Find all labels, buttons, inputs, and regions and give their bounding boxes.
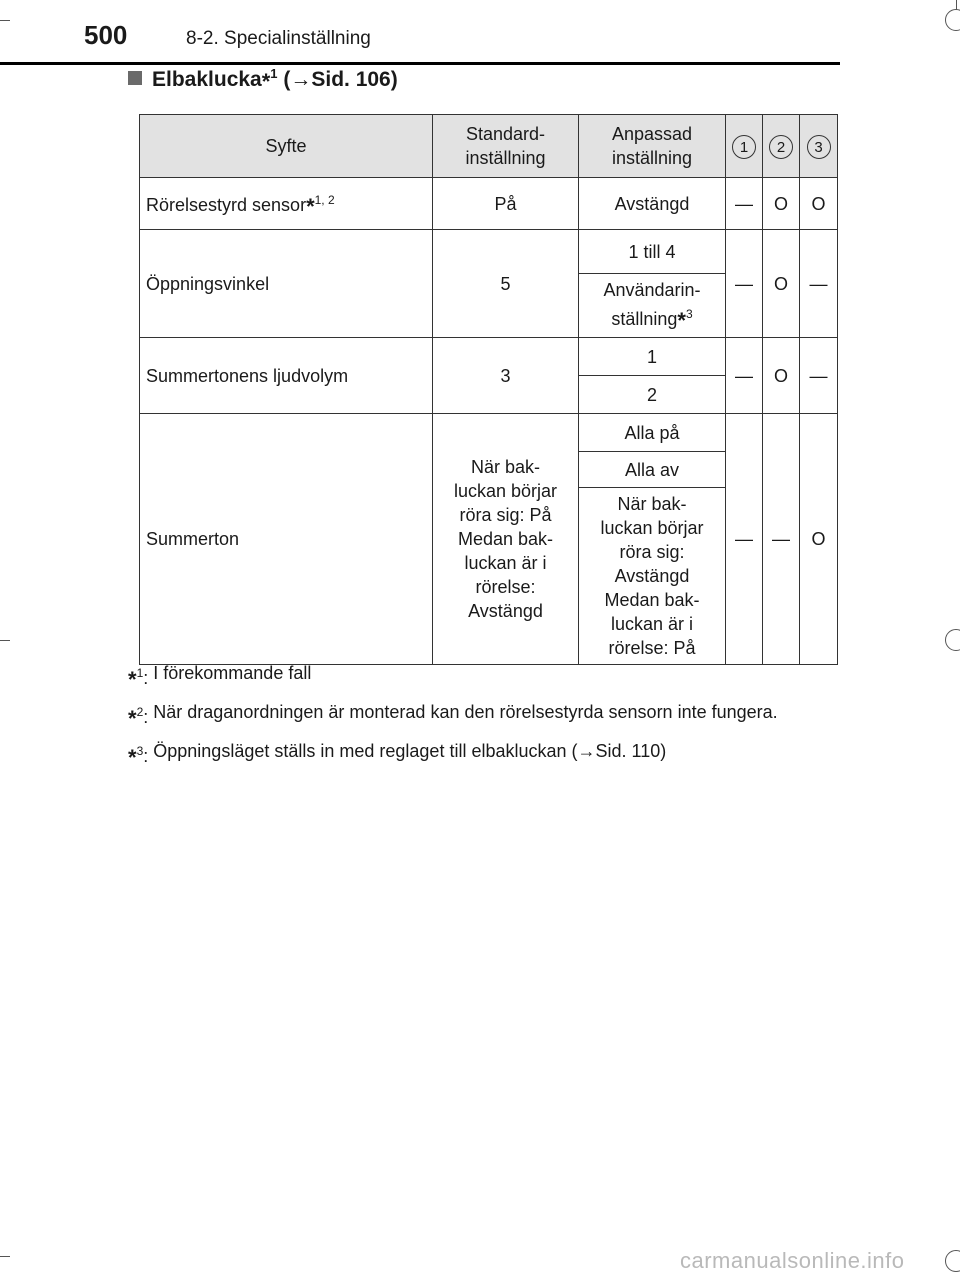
row-standard-text: När bak- luckan börjar röra sig: På Medan bak- luckan är i rörelse: Avstängd	[453, 457, 558, 621]
footnote-mark: *$^1$:	[128, 666, 154, 692]
footnote-number: 3	[136, 744, 144, 758]
watermark: carmanualsonline.info	[680, 1248, 905, 1273]
header-col2	[763, 115, 800, 178]
asterisk-mark: *	[128, 745, 137, 770]
table-row	[140, 230, 838, 274]
arrow-icon: →	[290, 68, 312, 91]
section-heading: Elbaklucka*$^1$ (→Sid. 106)	[128, 66, 398, 95]
footnote-number: 1	[136, 666, 144, 680]
row-syfte	[140, 178, 433, 230]
footnote-ref: 3	[685, 307, 693, 321]
crop-mark	[0, 640, 10, 641]
row-anpassad-text: Användarin- ställning	[603, 280, 701, 329]
row-c1: —	[726, 338, 763, 414]
table-row	[140, 338, 838, 376]
footnote-text: I förekommande fall	[153, 663, 312, 683]
header-standard	[433, 115, 579, 178]
header-syfte: Syfte	[140, 115, 433, 178]
header-col3	[800, 115, 838, 178]
table-row	[140, 178, 838, 230]
header-anpassad	[579, 115, 726, 178]
circled-3-icon: 3	[807, 135, 831, 159]
row-anpassad	[579, 488, 726, 665]
footnotes	[128, 660, 830, 777]
row-c1: —	[726, 178, 763, 230]
row-c3: —	[800, 230, 838, 338]
row-anpassad	[579, 274, 726, 338]
asterisk-mark: *	[128, 706, 137, 731]
circled-2-icon: 2	[769, 135, 793, 159]
asterisk-mark: *	[128, 667, 137, 692]
asterisk-mark: *	[261, 69, 271, 94]
footnote-ref: 1, 2	[314, 193, 335, 207]
row-syfte-text: Rörelsestyrd sensor	[146, 195, 307, 215]
circled-1-icon: 1	[732, 135, 756, 159]
registration-mark	[945, 629, 960, 651]
asterisk-mark: *	[677, 308, 686, 333]
heading-footnote-ref: 1	[270, 66, 278, 81]
footnote-text: När draganordningen är monterad kan den rörelsestyrda sensorn inte fungera.	[153, 702, 778, 722]
header-rule	[0, 62, 840, 65]
footnote	[128, 738, 830, 771]
footnote-text: Öppningsläget ställs in med reglaget till elbakluckan (→Sid. 110)	[153, 741, 667, 761]
row-syfte: Öppningsvinkel	[140, 230, 433, 338]
registration-mark	[945, 1250, 960, 1272]
footnote-number: 2	[136, 705, 144, 719]
row-c3: —	[800, 338, 838, 414]
header-col1	[726, 115, 763, 178]
row-c3: O	[800, 178, 838, 230]
row-anpassad: Alla av	[579, 452, 726, 488]
crop-mark	[0, 20, 10, 21]
heading-label: Elbaklucka	[152, 68, 262, 91]
row-anpassad: 1	[579, 338, 726, 376]
crop-mark	[0, 1256, 10, 1257]
page-header	[0, 0, 960, 70]
row-anpassad-text: När bak- luckan börjar röra sig: Avstängd Medan bak- luckan är i rörelse: På	[600, 494, 704, 658]
registration-mark	[945, 9, 960, 31]
row-standard: På	[433, 178, 579, 230]
heading-square-icon	[128, 71, 142, 85]
header-anpassad-text: Anpassad inställning	[611, 124, 693, 168]
row-c1: —	[726, 414, 763, 665]
row-standard: 3	[433, 338, 579, 414]
section-title: 8-2. Specialinställning	[186, 28, 371, 49]
row-anpassad: Avstängd	[579, 178, 726, 230]
row-c1: —	[726, 230, 763, 338]
page-reference: Sid. 106	[311, 68, 391, 91]
asterisk-mark: *	[306, 194, 315, 219]
header-standard-text: Standard- inställning	[465, 124, 546, 168]
row-anpassad: Alla på	[579, 414, 726, 452]
footnote	[128, 699, 830, 732]
row-anpassad: 1 till 4	[579, 230, 726, 274]
row-standard	[433, 414, 579, 665]
row-c2: O	[763, 230, 800, 338]
row-c2: O	[763, 178, 800, 230]
row-c2: O	[763, 338, 800, 414]
row-syfte: Summertonens ljudvolym	[140, 338, 433, 414]
row-standard: 5	[433, 230, 579, 338]
settings-table	[139, 114, 838, 665]
row-syfte: Summerton	[140, 414, 433, 665]
footnote	[128, 660, 830, 693]
footnote-mark: *$^3$:	[128, 744, 154, 770]
footnote-mark: *$^2$:	[128, 705, 154, 731]
row-anpassad: 2	[579, 376, 726, 414]
row-c3: O	[800, 414, 838, 665]
page-number: 500	[84, 20, 128, 50]
table-header-row	[140, 115, 838, 178]
row-c2: —	[763, 414, 800, 665]
table-row	[140, 414, 838, 452]
